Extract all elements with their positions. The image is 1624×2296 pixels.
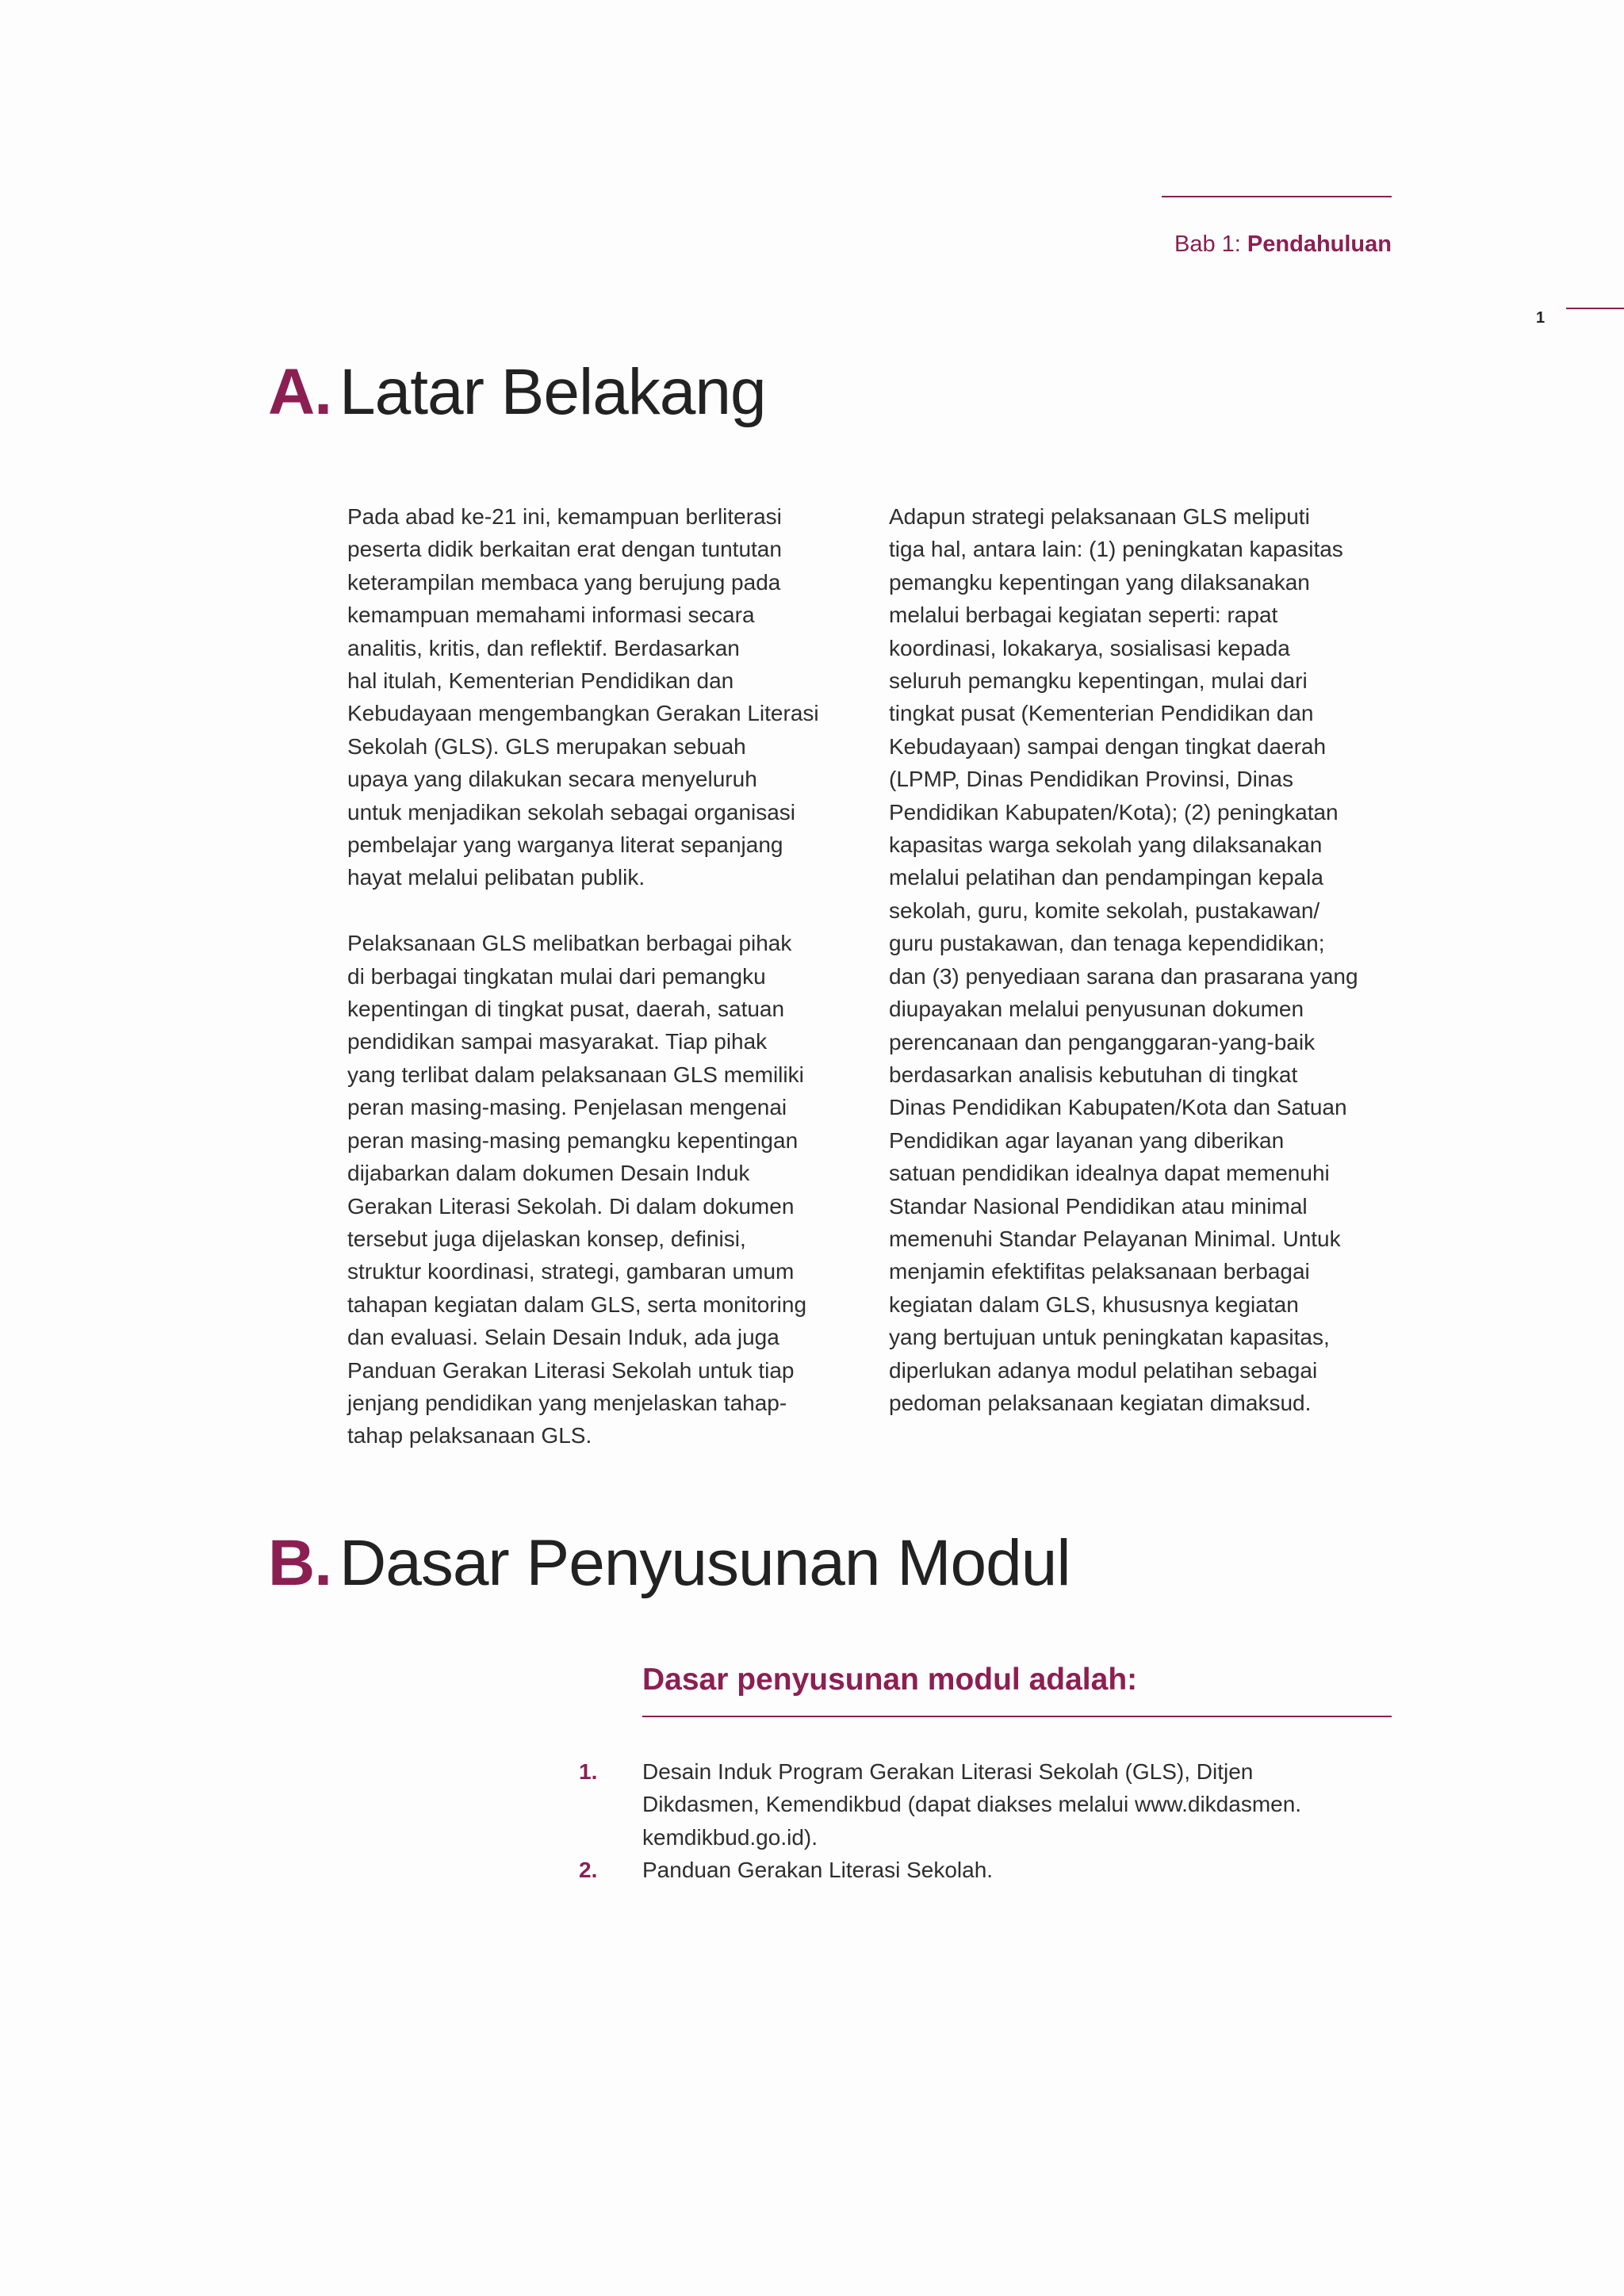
text-line: dan (3) penyediaan sarana dan prasarana yang [889, 963, 1358, 989]
text-line: Gerakan Literasi Sekolah. Di dalam dokumen [347, 1193, 795, 1219]
text-line: guru pustakawan, dan tenaga kependidikan; [889, 931, 1325, 956]
text-line: Kebudayaan mengembangkan Gerakan Literasi [347, 701, 819, 726]
text-line: tiga hal, antara lain: (1) peningkatan kapasitas [889, 537, 1343, 562]
header-rule [1162, 196, 1392, 197]
text-line: Sekolah (GLS). GLS merupakan sebuah [347, 733, 746, 759]
text-line: seluruh pemangku kepentingan, mulai dari [889, 668, 1308, 694]
text-line: Pelaksanaan GLS melibatkan berbagai pihak [347, 931, 792, 956]
text-line: jenjang pendidikan yang menjelaskan tahap- [347, 1390, 787, 1415]
text-line: diperlukan adanya modul pelatihan sebagai [889, 1357, 1318, 1383]
text-line: tingkat pusat (Kementerian Pendidikan dan [889, 701, 1314, 726]
text-line: kemdikbud.go.id). [642, 1824, 818, 1850]
text-line: Panduan Gerakan Literasi Sekolah. [642, 1858, 994, 1883]
chapter-title: Pendahuluan [1247, 232, 1392, 257]
section-a-heading [268, 355, 766, 430]
list-number: 2. [579, 1858, 598, 1883]
text-line: Dinas Pendidikan Kabupaten/Kota dan Satuan [889, 1095, 1347, 1120]
section-b-letter: B. [268, 1527, 331, 1599]
text-line: dan evaluasi. Selain Desain Induk, ada juga [347, 1325, 779, 1350]
paragraph [347, 927, 863, 1452]
text-line: memenuhi Standar Pelayanan Minimal. Untuk [889, 1226, 1341, 1251]
section-b-heading [268, 1526, 1071, 1601]
text-line: tahap pelaksanaan GLS. [347, 1423, 592, 1448]
text-line: peran masing-masing. Penjelasan mengenai [347, 1095, 787, 1120]
text-line: pembelajar yang warganya literat sepanjang [347, 832, 783, 858]
text-line: peserta didik berkaitan erat dengan tuntutan [347, 537, 782, 562]
section-b-subheading: Dasar penyusunan modul adalah: [642, 1663, 1138, 1697]
list-number: 1. [579, 1759, 598, 1784]
text-line: Desain Induk Program Gerakan Literasi Sekolah (GLS), Ditjen [642, 1759, 1254, 1784]
text-line: menjamin efektifitas pelaksanaan berbagai [889, 1259, 1310, 1284]
section-a-right-column [889, 500, 1404, 1419]
text-line: kegiatan dalam GLS, khususnya kegiatan [889, 1292, 1299, 1317]
text-line: melalui berbagai kegiatan seperti: rapat [889, 603, 1278, 628]
text-line: Dikdasmen, Kemendikbud (dapat diakses melalui www.dikdasmen. [642, 1792, 1302, 1817]
section-a-letter: A. [268, 356, 331, 428]
bab-label: Bab 1: [1174, 232, 1247, 257]
text-line: satuan pendidikan idealnya dapat memenuhi [889, 1161, 1330, 1186]
text-line: Standar Nasional Pendidikan atau minimal [889, 1193, 1308, 1219]
text-line: upaya yang dilakukan secara menyeluruh [347, 767, 757, 792]
section-a-title: Latar Belakang [339, 356, 766, 428]
text-line: dijabarkan dalam dokumen Desain Induk [347, 1161, 750, 1186]
text-line: struktur koordinasi, strategi, gambaran umum [347, 1259, 795, 1284]
list-item [579, 1854, 1392, 1886]
text-line: melalui pelatihan dan pendampingan kepala [889, 865, 1323, 890]
text-line: perencanaan dan penganggaran-yang-baik [889, 1029, 1316, 1054]
running-header [1174, 232, 1392, 258]
text-line: kapasitas warga sekolah yang dilaksanakan [889, 832, 1323, 858]
text-line: sekolah, guru, komite sekolah, pustakawan/ [889, 897, 1320, 923]
text-line: Panduan Gerakan Literasi Sekolah untuk tiap [347, 1357, 795, 1383]
paragraph [889, 500, 1404, 1419]
text-line: peran masing-masing pemangku kepentingan [347, 1127, 799, 1153]
text-line: Kebudayaan) sampai dengan tingkat daerah [889, 733, 1327, 759]
text-line: yang bertujuan untuk peningkatan kapasitas, [889, 1325, 1330, 1350]
text-line: analitis, kritis, dan reflektif. Berdasarkan [347, 635, 740, 660]
text-line: (LPMP, Dinas Pendidikan Provinsi, Dinas [889, 767, 1293, 792]
text-line: tahapan kegiatan dalam GLS, serta monitoring [347, 1292, 807, 1317]
text-line: pendidikan sampai masyarakat. Tiap pihak [347, 1029, 768, 1054]
text-line: pedoman pelaksanaan kegiatan dimaksud. [889, 1390, 1312, 1415]
text-line: koordinasi, lokakarya, sosialisasi kepada [889, 635, 1290, 660]
page-number-rule [1566, 308, 1624, 309]
text-line: Pada abad ke-21 ini, kemampuan berliterasi [347, 504, 782, 529]
subheading-rule [642, 1716, 1392, 1717]
text-line: yang terlibat dalam pelaksanaan GLS memiliki [347, 1062, 804, 1087]
text-line: di berbagai tingkatan mulai dari pemangku [347, 963, 766, 989]
section-b-title: Dasar Penyusunan Modul [339, 1527, 1071, 1599]
text-line: tersebut juga dijelaskan konsep, definisi, [347, 1226, 746, 1251]
text-line: berdasarkan analisis kebutuhan di tingkat [889, 1062, 1298, 1087]
text-line: hal itulah, Kementerian Pendidikan dan [347, 668, 734, 694]
page-number: 1 [1536, 309, 1545, 327]
paragraph [347, 500, 863, 894]
list-item [579, 1755, 1392, 1854]
text-line: kepentingan di tingkat pusat, daerah, satuan [347, 997, 785, 1022]
text-line: keterampilan membaca yang berujung pada [347, 569, 781, 595]
section-a-left-column [347, 500, 863, 1452]
text-line: untuk menjadikan sekolah sebagai organisasi [347, 799, 796, 825]
text-line: kemampuan memahami informasi secara [347, 603, 755, 628]
text-line: Pendidikan agar layanan yang diberikan [889, 1127, 1285, 1153]
text-line: Pendidikan Kabupaten/Kota); (2) peningkatan [889, 799, 1339, 825]
text-line: hayat melalui pelibatan publik. [347, 865, 645, 890]
text-line: diupayakan melalui penyusunan dokumen [889, 997, 1304, 1022]
basis-list [579, 1755, 1392, 1887]
text-line: Adapun strategi pelaksanaan GLS meliputi [889, 504, 1310, 529]
text-line: pemangku kepentingan yang dilaksanakan [889, 569, 1310, 595]
